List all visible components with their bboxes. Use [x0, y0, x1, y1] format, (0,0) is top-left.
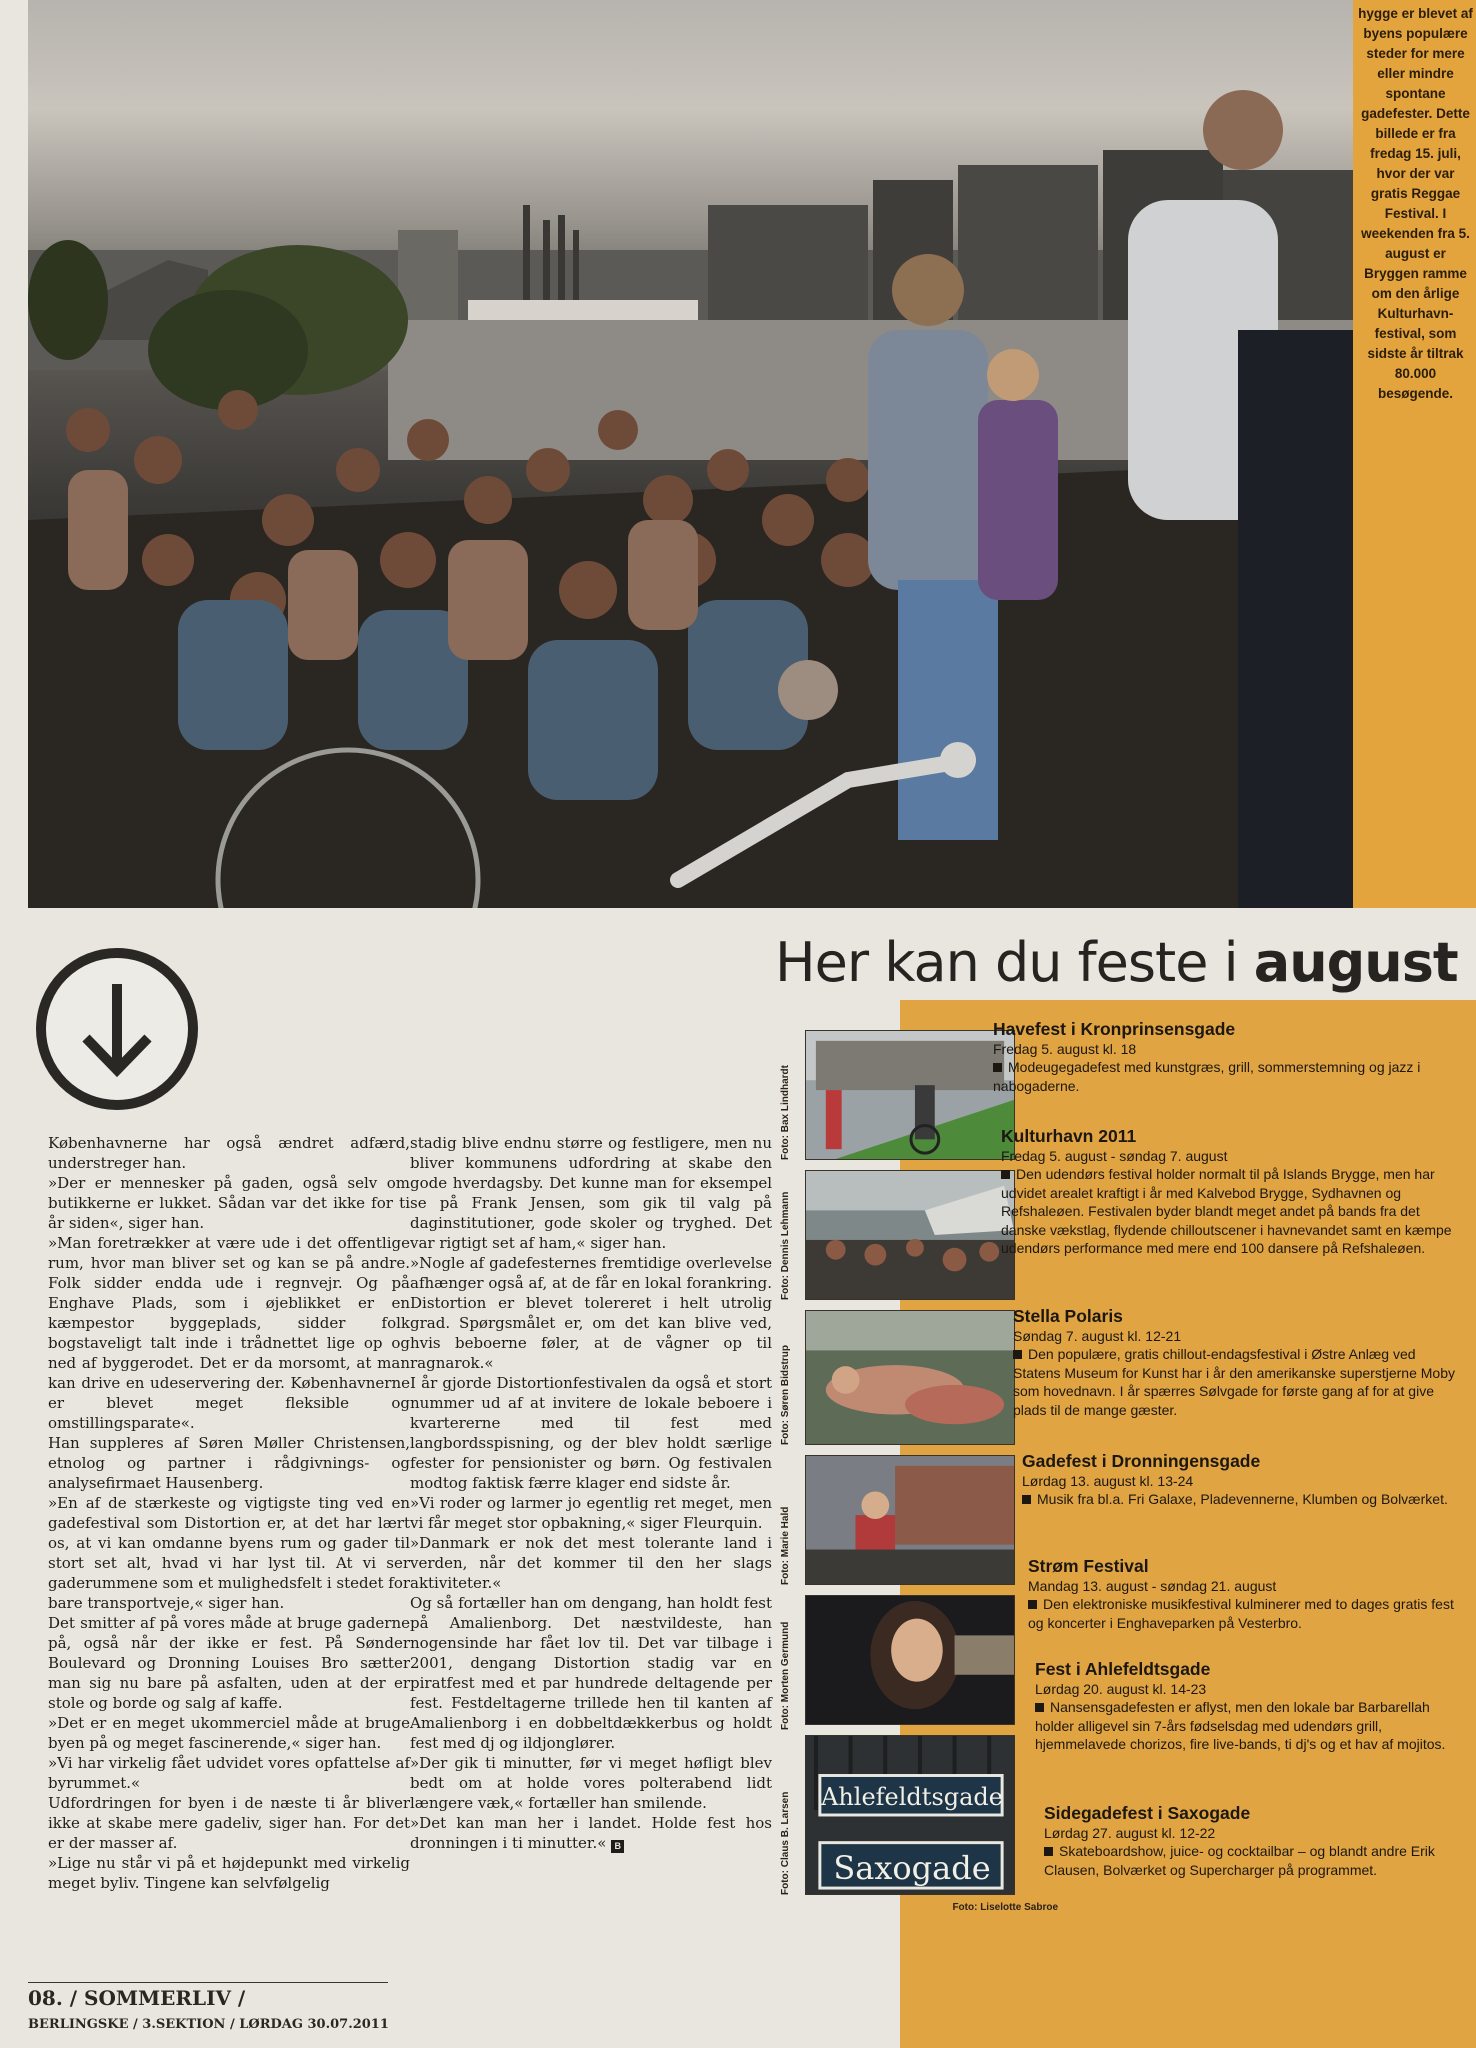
event-title: Gadefest i Dronningensgade: [1022, 1451, 1261, 1471]
event-description: Musik fra bl.a. Fri Galaxe, Pladevennerne, Klumben og Bolværket.: [1022, 1490, 1462, 1509]
photo-credit: Foto: Claus B. Larsen: [780, 1791, 791, 1895]
event-item: [1044, 1802, 1464, 1879]
schedule-headline: [775, 928, 1475, 998]
event-item: [1022, 1450, 1462, 1509]
headline-light: Her kan du feste i: [775, 931, 1254, 994]
event-photo-1: [805, 1030, 1015, 1160]
section-footer-title: 08. / SOMMERLIV /: [28, 1986, 246, 2010]
paragraph: »Der gik ti minutter, før vi meget høfligt blev bedt om at holde vores polterabend lidt længere væk,« fortæller han smilende.: [410, 1754, 772, 1812]
paragraph: »Det er en meget ukommerciel måde at bruge byen på og meget fascinerende,« siger han.: [48, 1714, 410, 1752]
harbour-crowd-illustration: [806, 1171, 1014, 1299]
photo-credit: Foto: Morten Germund: [780, 1621, 791, 1730]
photo-credit: Foto: Dennis Lehmann: [780, 1191, 791, 1300]
street-sign-ahlefeldtsgade: Ahlefeldtsgade: [821, 1783, 1003, 1811]
photo-credit: Foto: Søren Bidstrup: [780, 1345, 791, 1445]
event-date: Mandag 13. august - søndag 21. august: [1028, 1578, 1277, 1594]
event-description: Modeugegadefest med kunstgræs, grill, sommerstemning og jazz i nabogaderne.: [993, 1058, 1433, 1095]
event-photo-2: [805, 1170, 1015, 1300]
event-photo-3: [805, 1310, 1015, 1445]
event-date: Fredag 5. august kl. 18: [993, 1041, 1137, 1057]
paragraph: stadig blive endnu større og festligere, men nu bliver kommunens udfordring at skabe den gode hverdagsby. Det kunne man for eksempel se på Frank Jensen, som gik til valg på daginstitutioner, gode skoler og tryghed. Det var rigtigt set af ham,« siger han.: [410, 1134, 772, 1252]
event-title: Strøm Festival: [1028, 1556, 1149, 1576]
event-title: Havefest i Kronprinsensgade: [993, 1019, 1236, 1039]
crowd-photo: [28, 0, 1353, 908]
event-description: Den udendørs festival holder normalt til på Islands Brygge, men har udvidet arealet kraftigt i år med Kalvebod Brygge, Sydhavnen og Refshaleøen. Festivalen byder blandt meget andet på bands fra det danske vækstlag, flydende chilloutscener i havnevandet samt en kæmpe udendørs performance med mere end 100 dansere på Refshaleøen.: [1001, 1165, 1463, 1258]
paragraph: »Nogle af gadefesternes fremtidige overlevelse afhænger også af, at de får en lokal forankring. Distortion er blevet tolereret i helt utrolig grad. Spørgsmålet er, om det kan blive ved, hvis beboerne føler, at de vågner op til ragnarok.«: [410, 1254, 772, 1372]
event-item: [1035, 1658, 1467, 1754]
event-description: Nansensgadefesten er aflyst, men den lokale bar Barbarellah holder alligevel sin 7-års fødselsdag med udendørs grill, hjemmelavede chorizos, fire live-bands, ti dj's og et hav af mojitos.: [1035, 1698, 1467, 1754]
section-footer-subtitle: BERLINGSKE / 3.SEKTION / LØRDAG 30.07.2011: [28, 2017, 389, 2032]
event-photo-6: [805, 1735, 1015, 1895]
paragraph: Udfordringen for byen i de næste ti år bliver ikke at skabe mere gadeliv, siger han. For det er der masser af.: [48, 1794, 410, 1852]
event-photo-4: [805, 1455, 1015, 1585]
street-party-illustration: [806, 1456, 1014, 1584]
event-description: Den elektroniske musikfestival kulminerer med to dages gratis fest og koncerter i Enghaveparken på Vesterbro.: [1028, 1595, 1468, 1632]
paragraph: I år gjorde Distortionfestivalen da også et stort nummer ud af at invitere de lokale beboere i kvartererne med til fest med langbordsspisning, og der blev holdt særlige fester for pensionister og børn. Og festivalen modtog faktisk færre klager end sidste år.: [410, 1374, 772, 1492]
event-date: Lørdag 27. august kl. 12-22: [1044, 1825, 1216, 1841]
event-description: Den populære, gratis chillout-endagsfestival i Østre Anlæg ved Statens Museum for Kunst har i år den amerikanske superstjerne Moby som hovednavn. I år spærres Sølvgade for første gang af for at give plads til de mange gæster.: [1013, 1345, 1463, 1419]
paragraph: Det smitter af på vores måde at bruge gaderne på, også når der ikke er fest. På Sønder Boulevard og Dronning Louises Bro sætter man sig nu bare på asfalten, uden at der er stole og borde og salg af kaffe.: [48, 1614, 410, 1712]
paragraph: »En af de stærkeste og vigtigste ting ved en gadefestival som Distortion er, at det har lært os, at vi kan omdanne byens rum og gader til stort set alt, hvad vi har lyst til. At vi ser gaderummene som et mulighedsfelt i stedet for bare transportveje,« siger han.: [48, 1494, 411, 1612]
headline-bold: august: [1253, 931, 1458, 994]
paragraph: Han suppleres af Søren Møller Christensen, etnolog og partner i rådgivnings- og analysefirmaet Hausenberg.: [48, 1434, 410, 1492]
article-column-2: [410, 1133, 772, 1953]
event-title: Stella Polaris: [1013, 1306, 1123, 1326]
event-date: Lørdag 20. august kl. 14-23: [1035, 1681, 1207, 1697]
event-item: [1001, 1125, 1463, 1258]
paragraph-text: »Det kan man her i landet. Holde fest hos dronningen i ti minutter.«: [410, 1814, 772, 1852]
photo-credit: Foto: Marie Hald: [780, 1506, 791, 1585]
paragraph: »Vi har virkelig fået udvidet vores opfattelse af byrummet.«: [48, 1754, 410, 1792]
event-item: [1028, 1555, 1468, 1632]
street-sign-saxogade: Saxogade: [833, 1849, 991, 1887]
paragraph: »Man foretrækker at være ude i det offentlige rum, hvor man bliver set og kan se på andre. Folk sidder endda ude i regnvejr. Og på Enghave Plads, som i øjeblikket er en kæmpestor byggeplads, sidder folk bogstaveligt talt inde i trådnettet lige op og ned af byggerodet. Det er da morsomt, at man kan drive en udeservering der. Københavnerne er blevet meget fleksible og omstillingsparate«.: [48, 1234, 410, 1432]
event-title: Fest i Ahlefeldtsgade: [1035, 1659, 1211, 1679]
photo-caption: hygge er blevet af byens populære steder for mere eller mindre spontane gadefester. Dette billede er fra fredag 15. juli, hvor der var gratis Reggae Festival. I weekenden fra 5. august er Bryggen ramme om den årlige Kulturhavn-festival, som sidste år tiltrak 80.000 besøgende.: [1358, 6, 1473, 401]
photo-credit: Foto: Bax Lindhardt: [780, 1065, 791, 1160]
footer-rule: [28, 1982, 388, 1983]
event-date: Søndag 7. august kl. 12-21: [1013, 1328, 1182, 1344]
event-item: [1013, 1305, 1463, 1419]
photo-credit: Foto: Liselotte Sabroe: [952, 1902, 1058, 1913]
concert-girl-illustration: [806, 1596, 1014, 1724]
end-mark-icon: B: [611, 1840, 624, 1853]
paragraph: »Lige nu står vi på et højdepunkt med virkelig meget byliv. Tingene kan selvfølgelig: [48, 1854, 410, 1892]
event-item: [993, 1018, 1433, 1095]
crowd-photo-illustration: [28, 0, 1353, 908]
down-arrow-circle-icon: [34, 946, 200, 1112]
event-title: Sidegadefest i Saxogade: [1044, 1803, 1251, 1823]
event-date: Lørdag 13. august kl. 13-24: [1022, 1473, 1194, 1489]
event-description: Skateboardshow, juice- og cocktailbar – og blandt andre Erik Clausen, Bolværket og Supercharger på programmet.: [1044, 1842, 1464, 1879]
paragraph: [410, 1813, 772, 1853]
paragraph: »Vi roder og larmer jo egentlig ret meget, men vi får meget stor opbakning,« siger Fleurquin.: [410, 1494, 772, 1532]
article-column-1: [48, 1133, 410, 1953]
event-date: Fredag 5. august - søndag 7. august: [1001, 1148, 1228, 1164]
paragraph: Og så fortæller han om dengang, han holdt fest på Amalienborg. Det næstvildeste, han nogensinde har fået lov til. Det var tilbage i 2001, dengang Distortion stadig var en piratfest med et par hundrede deltagende per fest. Festdeltagerne trillede hen til kanten af Amalienborg i en dobbeltdækkerbus og holdt fest med dj og ildjonglører.: [410, 1594, 772, 1752]
event-photo-5: [805, 1595, 1015, 1725]
paragraph: »Danmark er nok det mest tolerante land i verden, når det kommer til den her slags aktiviteter.«: [410, 1534, 772, 1592]
park-chillout-illustration: [806, 1311, 1014, 1444]
street-fest-illustration: [806, 1031, 1014, 1159]
paragraph: »Der er mennesker på gaden, også selv om butikkerne er lukket. Sådan var det ikke for ti år siden«, siger han.: [48, 1174, 410, 1232]
paragraph: Københavnerne har også ændret adfærd, understreger han.: [48, 1134, 410, 1172]
event-title: Kulturhavn 2011: [1001, 1126, 1137, 1146]
